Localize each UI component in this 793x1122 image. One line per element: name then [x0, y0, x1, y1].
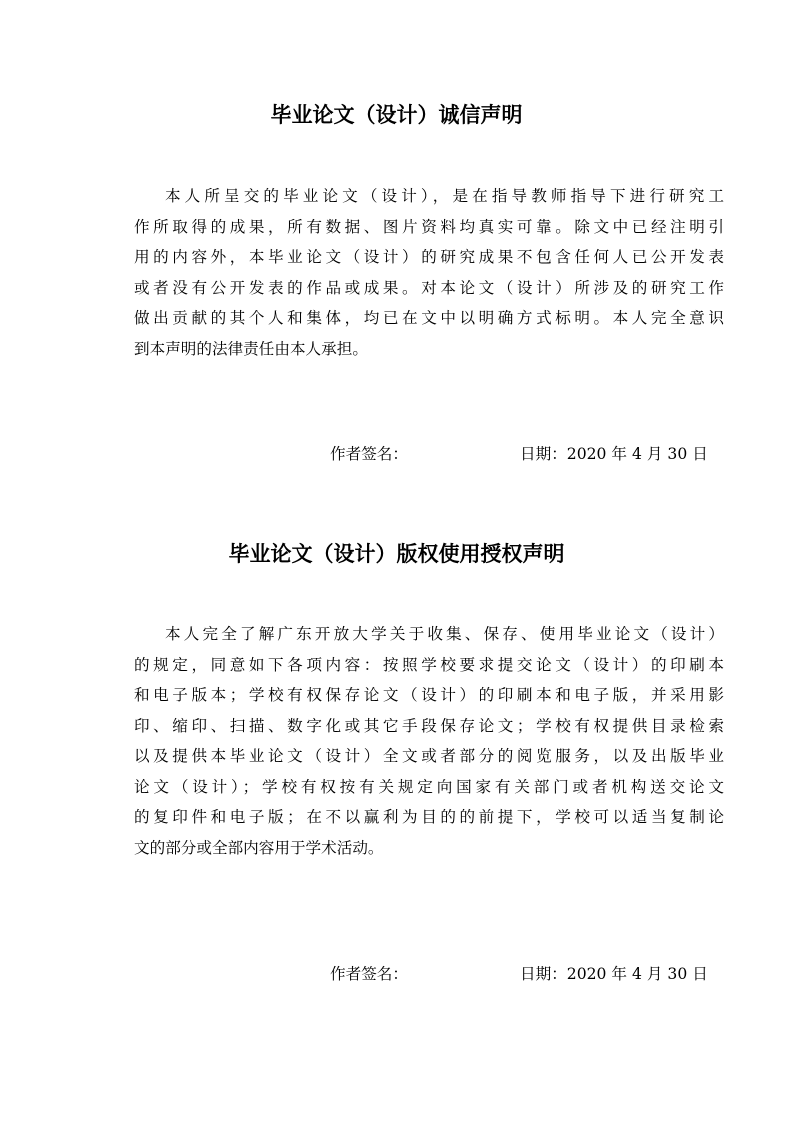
body-line: 作所取得的成果，所有数据、图片资料均真实可靠。除文中已经注明引: [134, 217, 724, 236]
integrity-statement-body: [134, 181, 724, 364]
body-line: 或者没有公开发表的作品或成果。对本论文（设计）所涉及的研究工作: [134, 278, 724, 297]
integrity-statement-title: 毕业论文（设计）诚信声明: [270, 103, 523, 127]
author-signature-label: 作者签名：: [330, 445, 408, 463]
body-line: 的复印件和电子版；在不以赢利为目的的前提下，学校可以适当复制论: [134, 808, 724, 826]
body-line: 用的内容外，本毕业论文（设计）的研究成果不包含任何人已公开发表: [134, 248, 724, 266]
signature-date: 日期：2020 年 4 月 30 日: [520, 965, 708, 983]
body-line: 和电子版本；学校有权保存论文（设计）的印刷本和电子版，并采用影: [134, 686, 724, 704]
body-line: 到本声明的法律责任由本人承担。: [134, 339, 368, 358]
body-line: 本人所呈交的毕业论文（设计），是在指导教师指导下进行研究工: [165, 187, 724, 205]
body-line: 本人完全了解广东开放大学关于收集、保存、使用毕业论文（设计）: [165, 625, 724, 643]
body-line: 印、缩印、扫描、数字化或其它手段保存论文；学校有权提供目录检索: [134, 716, 724, 735]
body-line: 文的部分或全部内容用于学术活动。: [134, 838, 384, 857]
body-line: 论文（设计）；学校有权按有关规定向国家有关部门或者机构送交论文: [134, 777, 724, 796]
body-line: 的规定，同意如下各项内容：按照学校要求提交论文（设计）的印刷本: [134, 655, 724, 674]
signature-date: 日期：2020 年 4 月 30 日: [520, 445, 708, 463]
body-line: 做出贡献的其个人和集体，均已在文中以明确方式标明。本人完全意识: [134, 309, 724, 327]
copyright-statement-title: 毕业论文（设计）版权使用授权声明: [228, 542, 565, 566]
body-line: 以及提供本毕业论文（设计）全文或者部分的阅览服务，以及出版毕业: [134, 747, 724, 765]
copyright-statement-body: [134, 619, 724, 863]
author-signature-label: 作者签名：: [330, 965, 408, 983]
